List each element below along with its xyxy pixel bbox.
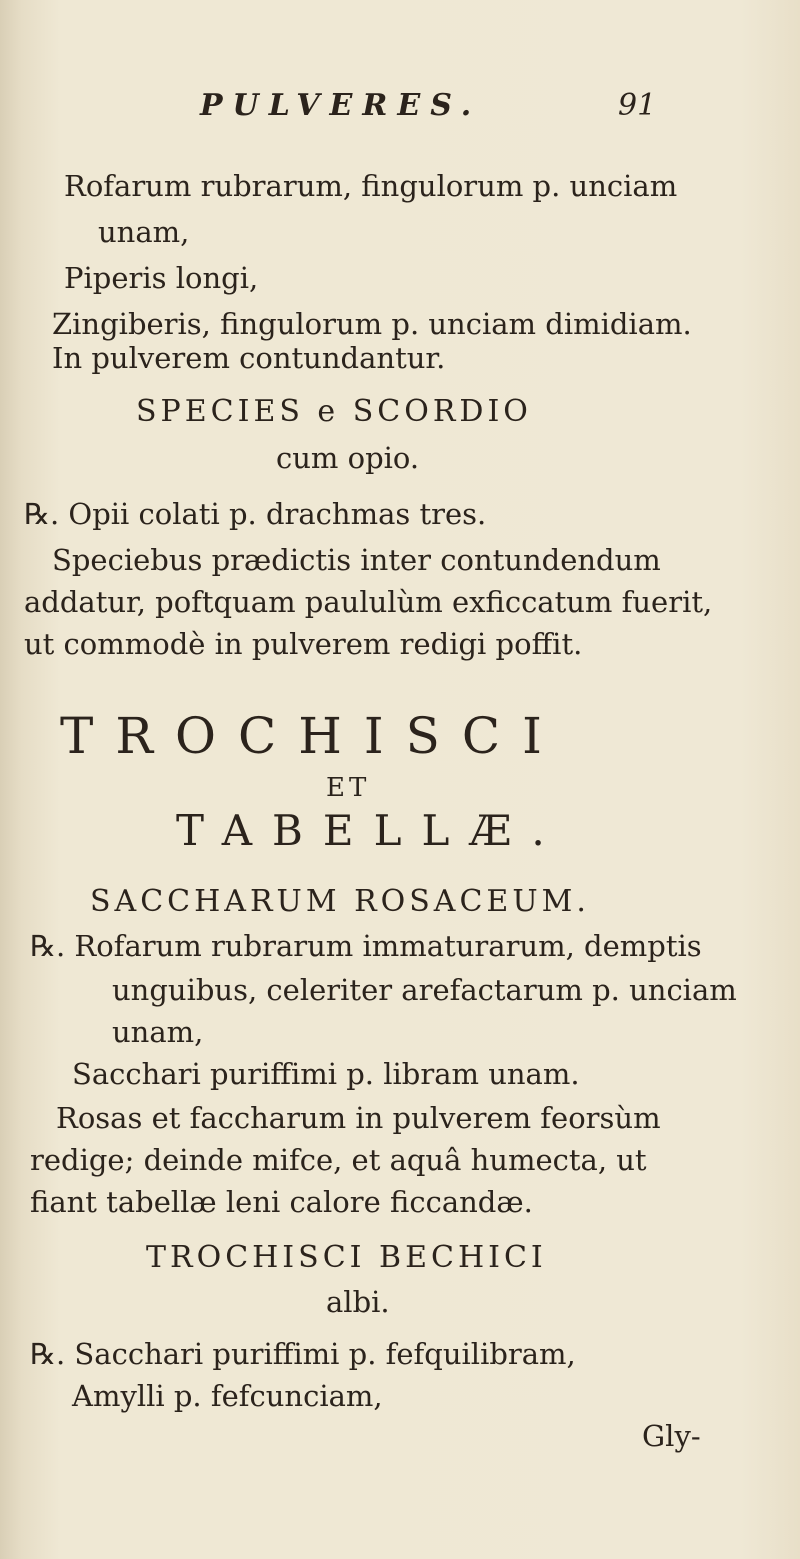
text-line: Sacchari puriffimi p. libram unam. (72, 1057, 580, 1091)
text-line: unguibus, celeriter arefactarum p. unciam (112, 973, 737, 1007)
text-line: Amylli p. fefcunciam, (72, 1379, 383, 1413)
species-subtitle: cum opio. (276, 441, 420, 475)
text-line: ℞. Sacchari puriffimi p. fefquilibram, (30, 1337, 576, 1371)
text-line: Zingiberis, fingulorum p. unciam dimidiam. (52, 307, 692, 341)
bechici-title: TROCHISCI BECHICI (146, 1240, 547, 1275)
section-et: ET (326, 773, 371, 803)
section-title: TROCHISCI (60, 707, 564, 765)
text-line: In pulverem contundantur. (52, 341, 446, 375)
text-line: Speciebus prædictis inter contundendum (52, 543, 661, 577)
text-line: Piperis longi, (64, 261, 259, 295)
bechici-subtitle: albi. (326, 1285, 390, 1319)
text-line: unam, (112, 1015, 204, 1049)
text-line: Rofarum rubrarum, fingulorum p. unciam (64, 169, 678, 203)
saccharum-title: SACCHARUM ROSACEUM. (90, 884, 590, 919)
text-line: unam, (98, 215, 190, 249)
text-line: ℞. Opii colati p. drachmas tres. (24, 497, 487, 531)
page-number: 91 (618, 88, 657, 123)
running-title: PULVERES. (200, 88, 482, 123)
text-line: addatur, poftquam paululùm exficcatum fuerit, (24, 585, 713, 619)
text-line: redige; deinde mifce, et aquâ humecta, ut (30, 1143, 647, 1177)
text-line: ut commodè in pulverem redigi poffit. (24, 627, 583, 661)
catchword: Gly- (642, 1419, 701, 1453)
text-line: ℞. Rofarum rubrarum immaturarum, demptis (30, 929, 702, 963)
text-line: fiant tabellæ leni calore ficcandæ. (30, 1185, 533, 1219)
species-title: SPECIES e SCORDIO (136, 394, 532, 429)
section-title2: TABELLÆ. (176, 806, 565, 855)
text-line: Rosas et faccharum in pulverem feorsùm (56, 1101, 661, 1135)
